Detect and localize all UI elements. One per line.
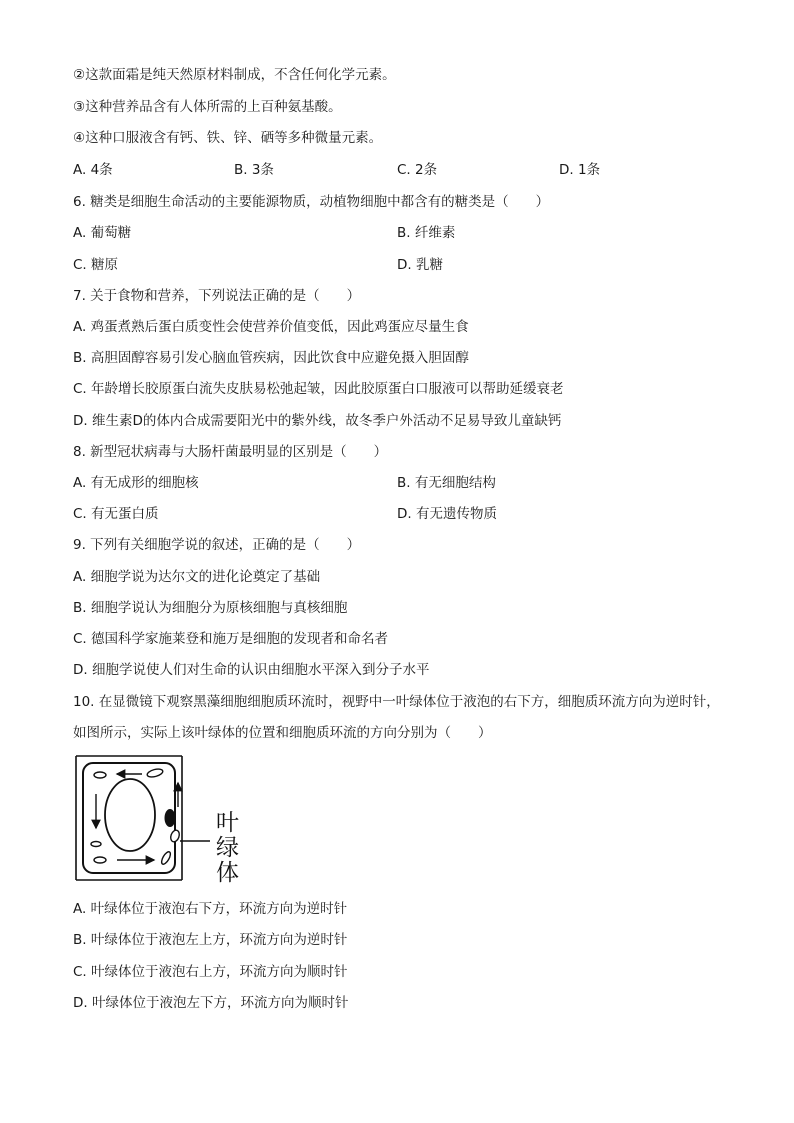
q6-option-b[interactable]: B. 纤维素 — [397, 225, 456, 241]
q6-stem: 6. 糖类是细胞生命活动的主要能源物质，动植物细胞中都含有的糖类是（ ） — [73, 194, 550, 210]
q8-stem: 8. 新型冠状病毒与大肠杆菌最明显的区别是（ ） — [73, 444, 388, 460]
q9-option-c[interactable]: C. 德国科学家施莱登和施万是细胞的发现者和命名者 — [73, 631, 389, 647]
q10-option-a[interactable]: A. 叶绿体位于液泡右下方，环流方向为逆时针 — [73, 901, 348, 917]
q8-option-b[interactable]: B. 有无细胞结构 — [397, 475, 496, 491]
statement-2: ②这款面霜是纯天然原材料制成，不含任何化学元素。 — [73, 67, 396, 83]
q7-option-a[interactable]: A. 鸡蛋煮熟后蛋白质变性会使营养价值变低，因此鸡蛋应尽量生食 — [73, 319, 469, 335]
q5-option-c[interactable]: C. 2条 — [397, 162, 438, 178]
q9-option-b[interactable]: B. 细胞学说认为细胞分为原核细胞与真核细胞 — [73, 600, 348, 616]
q7-option-d[interactable]: D. 维生素D的体内合成需要阳光中的紫外线，故冬季户外活动不足易导致儿童缺钙 — [73, 413, 562, 429]
q9-stem: 9. 下列有关细胞学说的叙述，正确的是（ ） — [73, 537, 361, 553]
chloroplast-right-small — [169, 829, 181, 843]
chloroplast-top-left — [94, 772, 106, 778]
figure-label-char-2: 绿 — [216, 835, 239, 861]
chloroplast-left-middle — [91, 842, 101, 847]
q7-option-b[interactable]: B. 高胆固醇容易引发心脑血管疾病，因此饮食中应避免摄入胆固醇 — [73, 350, 469, 366]
chloroplast-highlighted — [165, 809, 176, 827]
q7-stem: 7. 关于食物和营养，下列说法正确的是（ ） — [73, 288, 361, 304]
statement-4: ④这种口服液含有钙、铁、锌、硒等多种微量元素。 — [73, 130, 383, 146]
statement-3: ③这种营养品含有人体所需的上百种氨基酸。 — [73, 99, 342, 115]
figure-label-char-1: 叶 — [216, 810, 239, 836]
q10-option-d[interactable]: D. 叶绿体位于液泡左下方，环流方向为顺时针 — [73, 995, 349, 1011]
figure-label-char-3: 体 — [216, 860, 239, 886]
q6-option-a[interactable]: A. 葡萄糖 — [73, 225, 132, 241]
q6-option-c[interactable]: C. 糖原 — [73, 257, 119, 273]
chloroplast-bottom-right — [160, 850, 172, 865]
cell-diagram — [70, 752, 250, 890]
q10-option-b[interactable]: B. 叶绿体位于液泡左上方，环流方向为逆时针 — [73, 932, 348, 948]
q10-stem-line1: 10. 在显微镜下观察黑藻细胞细胞质环流时，视野中一叶绿体位于液泡的右下方，细胞质环流方向为逆时针， — [73, 694, 720, 710]
q5-option-a[interactable]: A. 4条 — [73, 162, 113, 178]
q9-option-a[interactable]: A. 细胞学说为达尔文的进化论奠定了基础 — [73, 569, 321, 585]
q8-option-d[interactable]: D. 有无遗传物质 — [397, 506, 497, 522]
q5-option-d[interactable]: D. 1条 — [559, 162, 601, 178]
q7-option-c[interactable]: C. 年龄增长胶原蛋白流失皮肤易松弛起皱，因此胶原蛋白口服液可以帮助延缓衰老 — [73, 381, 564, 397]
q8-option-a[interactable]: A. 有无成形的细胞核 — [73, 475, 199, 491]
chloroplast-bottom-left — [94, 857, 106, 863]
q5-option-b[interactable]: B. 3条 — [234, 162, 274, 178]
q6-option-d[interactable]: D. 乳糖 — [397, 257, 443, 273]
q8-option-c[interactable]: C. 有无蛋白质 — [73, 506, 159, 522]
q9-option-d[interactable]: D. 细胞学说使人们对生命的认识由细胞水平深入到分子水平 — [73, 662, 430, 678]
vacuole — [105, 779, 155, 851]
chloroplast-top-right — [146, 768, 163, 779]
q10-option-c[interactable]: C. 叶绿体位于液泡右上方，环流方向为顺时针 — [73, 964, 348, 980]
q10-stem-line2: 如图所示，实际上该叶绿体的位置和细胞质环流的方向分别为（ ） — [73, 725, 492, 741]
